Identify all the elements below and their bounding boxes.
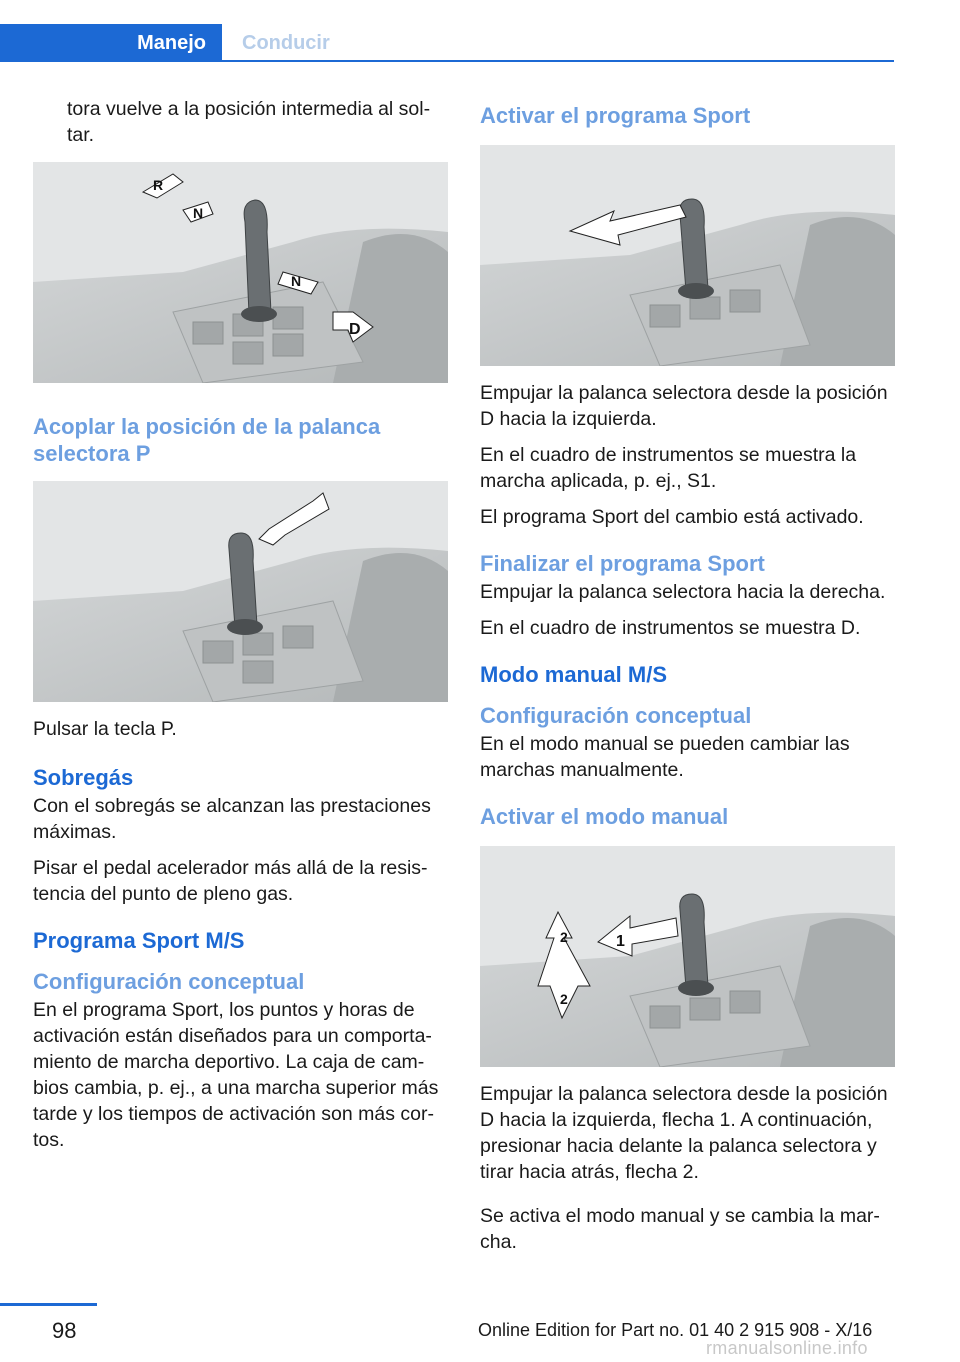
- figure-sport: [480, 145, 895, 366]
- right-column: [480, 96, 895, 1265]
- heading-acoplar: Acoplar la posición de la palanca selectora P: [33, 414, 381, 466]
- left-column: [33, 96, 448, 1163]
- text-empujar-2: Empujar la palanca selectora desde la posición D hacia la izquierda, flecha 1. A continuación, presionar hacia delante la palanca selectora y tirar hacia atrás, flecha 2.: [480, 1083, 888, 1183]
- watermark-text: rmanualsonline.info: [706, 1338, 868, 1358]
- heading-activar-manual: Activar el modo manual: [480, 804, 729, 829]
- heading-finalizar: Finalizar el programa Sport: [480, 551, 765, 576]
- label-arrow-2-bottom: 2: [560, 991, 568, 1007]
- tab-conducir[interactable]: Conducir: [222, 24, 894, 62]
- label-n-top: N: [193, 205, 204, 221]
- tab-manejo[interactable]: Manejo: [0, 24, 222, 62]
- edition-text: Online Edition for Part no. 01 40 2 915 908 - X/16: [478, 1320, 873, 1340]
- selector-lever-manual-illustration: [480, 846, 895, 1067]
- heading-activar-sport: Activar el programa Sport: [480, 103, 751, 128]
- header-rule: [0, 60, 894, 62]
- heading-config-right: Configuración conceptual: [480, 703, 752, 728]
- heading-modo-manual: Modo manual M/S: [480, 662, 667, 687]
- text-cambia: Se activa el modo manual y se cambia la mar-cha.: [480, 1205, 880, 1253]
- figure-selector-p: [33, 481, 448, 702]
- text-config-right: En el modo manual se pueden cambiar las marchas manualmente.: [480, 733, 850, 781]
- figure-selector-n-d: [33, 162, 448, 383]
- text-cuadro-1: En el cuadro de instrumentos se muestra la marcha aplicada, p. ej., S1.: [480, 444, 857, 492]
- selector-lever-illustration: [33, 162, 448, 383]
- text-empujar-1: Empujar la palanca selectora desde la posición D hacia la izquierda.: [480, 382, 888, 430]
- intro-text: [67, 96, 447, 148]
- heading-programa-sport: Programa Sport M/S: [33, 928, 245, 953]
- text-sobregas-2: Pisar el pedal acelerador más allá de la resis-tencia del punto de pleno gas.: [33, 857, 428, 905]
- text-derecha: Empujar la palanca selectora hacia la derecha.: [480, 581, 886, 603]
- label-arrow-2-top: 2: [560, 929, 568, 945]
- text-cuadro-2: En el cuadro de instrumentos se muestra D.: [480, 617, 861, 639]
- label-arrow-1: 1: [616, 933, 625, 950]
- text-activado: El programa Sport del cambio está activado.: [480, 506, 864, 528]
- selector-lever-sport-illustration: [480, 145, 895, 366]
- heading-sobregas: Sobregás: [33, 765, 134, 790]
- page-header: [0, 0, 960, 64]
- page-number: 98: [52, 1318, 77, 1343]
- heading-config-left: Configuración conceptual: [33, 969, 305, 994]
- text-sobregas-1: Con el sobregás se alcanzan las prestaciones máximas.: [33, 795, 431, 843]
- intro-line-2: tar.: [67, 124, 95, 146]
- figure-manual: [480, 846, 895, 1067]
- footer-rule: [0, 1303, 97, 1306]
- label-d: D: [349, 321, 361, 338]
- selector-lever-p-illustration: [33, 481, 448, 702]
- text-config-left: En el programa Sport, los puntos y horas de activación están diseñados para un comporta-miento de marcha deportivo. La caja de cam-bios cambia, p. ej., a una marcha superior más tarde y los tiempos de activación son más cor-tos.: [33, 999, 439, 1151]
- intro-line-1: tora vuelve a la posición intermedia al sol-: [67, 98, 431, 120]
- text-pulsar: Pulsar la tecla P.: [33, 718, 177, 740]
- label-n-bottom: N: [291, 273, 302, 289]
- label-r: R: [153, 177, 164, 193]
